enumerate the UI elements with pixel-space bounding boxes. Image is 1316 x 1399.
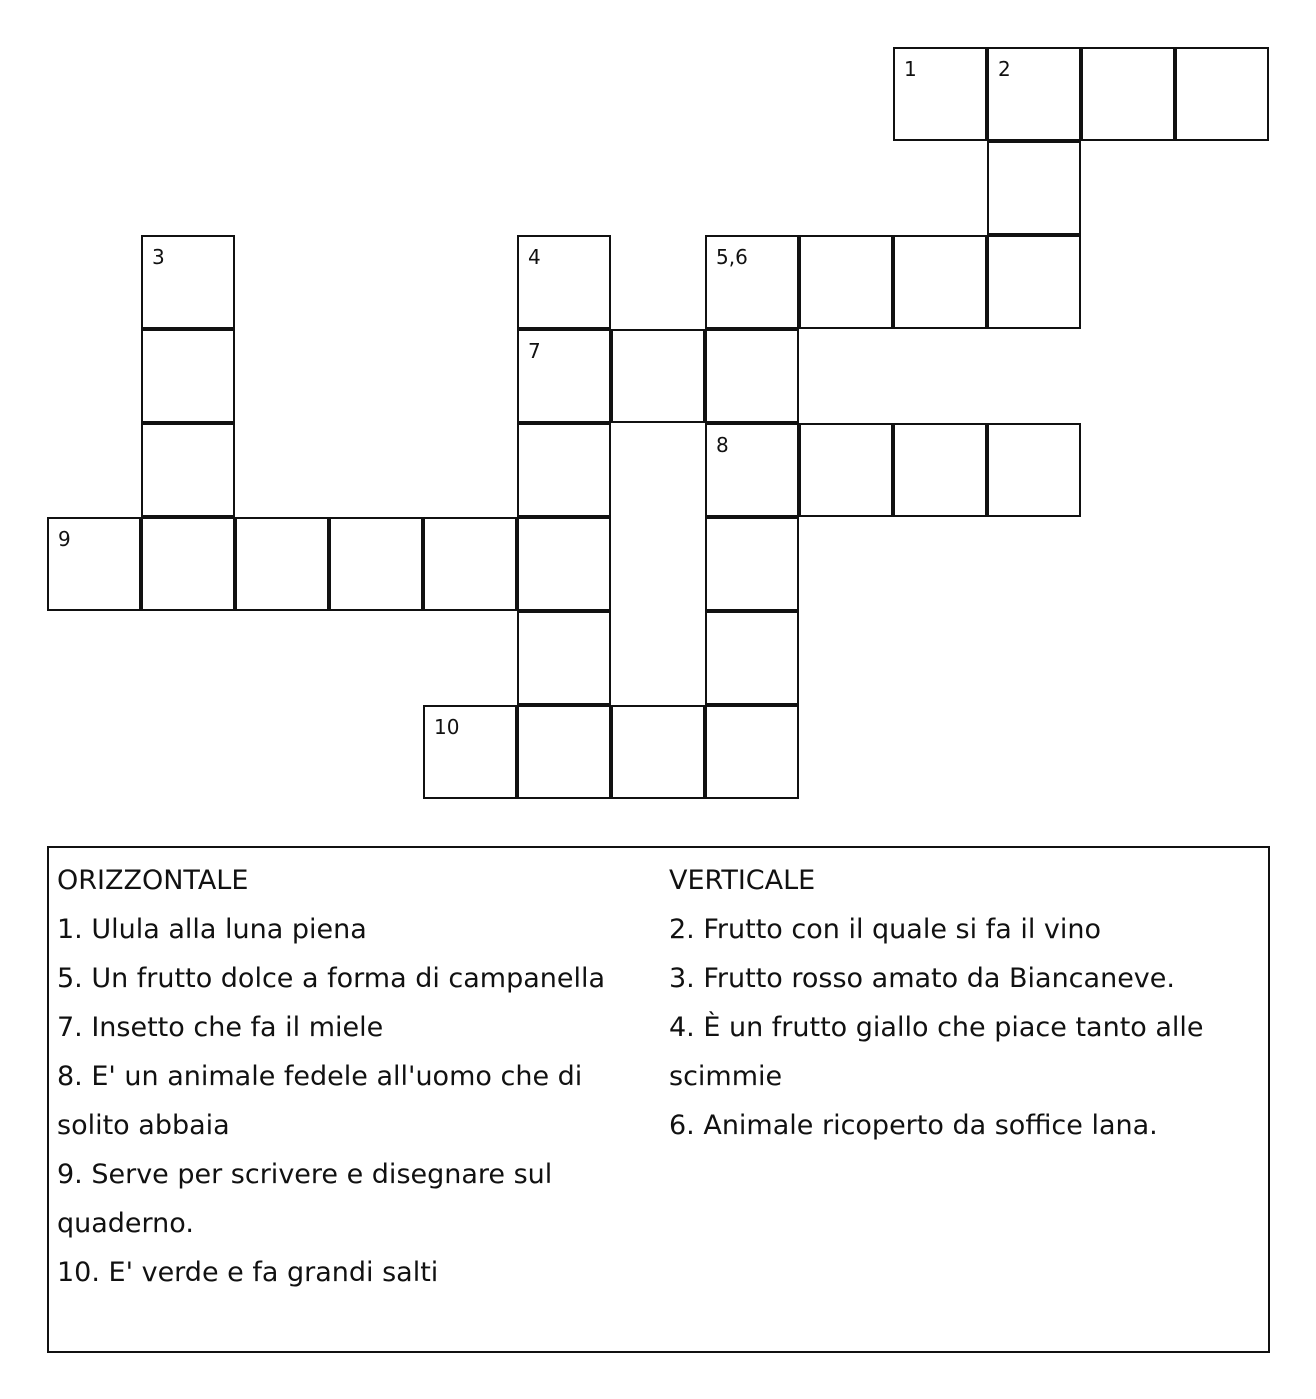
crossword-cell[interactable] [423, 705, 517, 799]
across-clue: 10. E' verde e fa grandi salti [57, 1257, 439, 1288]
clue-number: 5,6 [716, 245, 748, 269]
crossword-cell[interactable] [987, 423, 1081, 517]
crossword-cell[interactable] [141, 235, 235, 329]
across-heading: ORIZZONTALE [57, 865, 249, 896]
crossword-cell[interactable] [517, 517, 611, 611]
down-heading: VERTICALE [669, 865, 816, 896]
down-clue: 6. Animale ricoperto da soffice lana. [669, 1110, 1158, 1141]
crossword-cell[interactable] [611, 705, 705, 799]
clue-number: 7 [528, 339, 541, 363]
crossword-cell[interactable] [611, 329, 705, 423]
crossword-cell[interactable] [893, 47, 987, 141]
across-clue: 7. Insetto che fa il miele [57, 1012, 384, 1043]
crossword-cell[interactable] [987, 235, 1081, 329]
down-clue: 3. Frutto rosso amato da Biancaneve. [669, 963, 1175, 994]
clue-number: 3 [152, 245, 165, 269]
down-clue: 4. È un frutto giallo che piace tanto alle scimmie [669, 1012, 1204, 1092]
crossword-cell[interactable] [987, 141, 1081, 235]
across-clue: 9. Serve per scrivere e disegnare sul quaderno. [57, 1159, 553, 1239]
across-clues [57, 856, 657, 1297]
crossword-cell[interactable] [799, 235, 893, 329]
crossword-cell[interactable] [799, 423, 893, 517]
clue-number: 8 [716, 433, 729, 457]
crossword-cell[interactable] [987, 47, 1081, 141]
crossword-cell[interactable] [893, 235, 987, 329]
clue-number: 9 [58, 527, 71, 551]
crossword-cell[interactable] [893, 423, 987, 517]
crossword-cell[interactable] [47, 517, 141, 611]
down-clue: 2. Frutto con il quale si fa il vino [669, 914, 1102, 945]
clue-number: 1 [904, 57, 917, 81]
crossword-cell[interactable] [705, 329, 799, 423]
crossword-cell[interactable] [517, 705, 611, 799]
crossword-cell[interactable] [517, 423, 611, 517]
across-clue: 1. Ulula alla luna piena [57, 914, 367, 945]
clues-box [47, 846, 1270, 1353]
clue-number: 2 [998, 57, 1011, 81]
crossword-cell[interactable] [517, 235, 611, 329]
crossword-cell[interactable] [235, 517, 329, 611]
crossword-cell[interactable] [141, 517, 235, 611]
crossword-cell[interactable] [329, 517, 423, 611]
crossword-cell[interactable] [705, 705, 799, 799]
crossword-cell[interactable] [517, 329, 611, 423]
clue-number: 10 [434, 715, 460, 739]
clue-number: 4 [528, 245, 541, 269]
crossword-cell[interactable] [141, 329, 235, 423]
crossword-cell[interactable] [705, 517, 799, 611]
crossword-cell[interactable] [1081, 47, 1175, 141]
crossword-cell[interactable] [517, 611, 611, 705]
crossword-cell[interactable] [1175, 47, 1269, 141]
crossword-cell[interactable] [705, 611, 799, 705]
crossword-cell[interactable] [705, 235, 799, 329]
across-clue: 5. Un frutto dolce a forma di campanella [57, 963, 606, 994]
crossword-cell[interactable] [141, 423, 235, 517]
across-clue: 8. E' un animale fedele all'uomo che di solito abbaia [57, 1061, 583, 1141]
crossword-cell[interactable] [705, 423, 799, 517]
crossword-cell[interactable] [423, 517, 517, 611]
down-clues [669, 856, 1259, 1150]
